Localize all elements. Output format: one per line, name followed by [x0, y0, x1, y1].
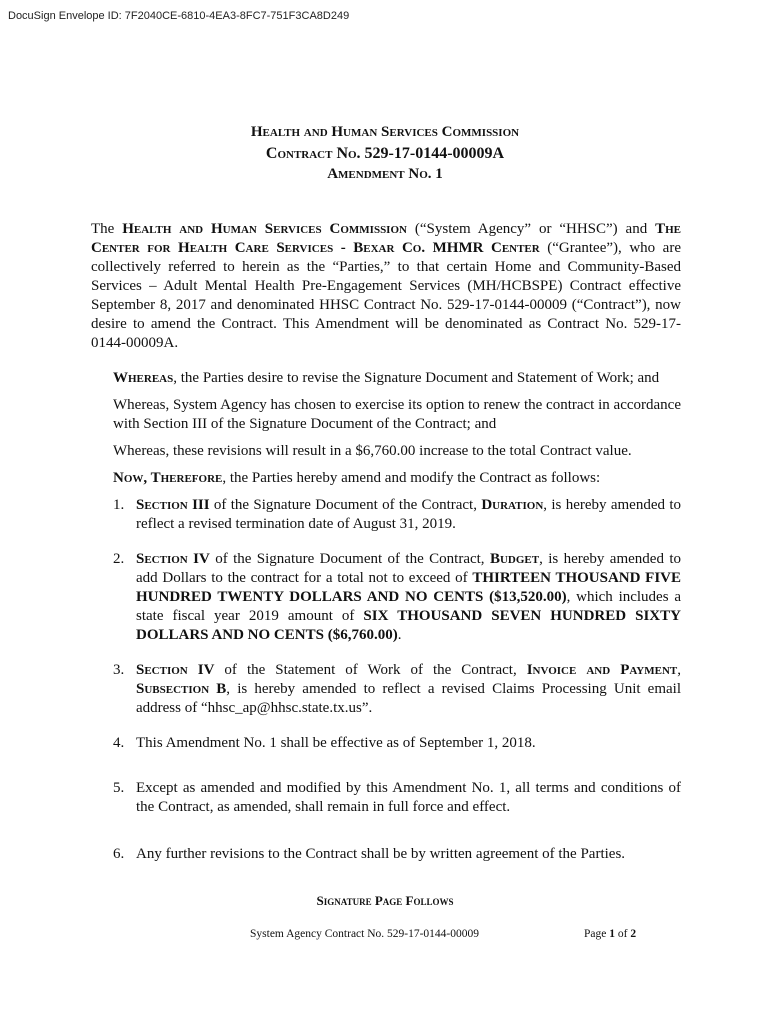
item-2-end: . [397, 627, 402, 643]
item-3-subsection: Subsection B [136, 681, 227, 697]
item-number: 2. [113, 551, 125, 567]
now-therefore-text: , the Parties hereby amend and modify the Contract as follows: [222, 470, 601, 486]
amendment-item [91, 661, 681, 718]
intro-rest: (“Grantee”), who are collectively referred to herein as the “Parties,” to that certain Home and Community-Based Services – Adult Mental Health Pre-Engagement Services (MH/HCBSPE) Contract effective September 8, 2017 and denominated HHSC Contract No. 529-17-0144-00009 (“Contract”), now desire to amend the Contract. This Amendment will be denominated as Contract No. 529-17-0144-00009A. [91, 240, 681, 351]
footer-contract-number: System Agency Contract No. 529-17-0144-00009 [250, 928, 480, 940]
item-3-sep: , [677, 662, 681, 678]
item-1-text-b: , is hereby amended to reflect a revised termination date of August 31, 2019. [136, 497, 682, 532]
item-5-text: Except as amended and modified by this Amendment No. 1, all terms and conditions of the Contract, as amended, shall remain in full force and effect. [136, 780, 681, 815]
title-agency: Health and Human Services Commission [250, 124, 520, 140]
item-2-text-b: , is hereby amended to add Dollars to the contract for a total not to exceed of [136, 551, 682, 586]
item-number: 1. [113, 497, 125, 513]
amendment-list [91, 496, 681, 864]
item-3-section: Section IV [136, 662, 215, 678]
now-therefore-lead: Now, Therefore [113, 470, 223, 486]
item-2-fy-amount: SIX THOUSAND SEVEN HUNDRED SIXTY DOLLARS AND NO CENTS ($6,760.00) [136, 608, 681, 643]
amendment-item [91, 550, 681, 645]
document-title [0, 122, 770, 185]
title-contract-number: Contract No. 529-17-0144-00009A [265, 145, 505, 162]
amendment-item [91, 496, 681, 534]
intro-hhsc: Health and Human Services Commission [122, 221, 407, 237]
amendment-item [91, 779, 681, 817]
amendment-item [91, 845, 681, 864]
intro-the: The [91, 221, 123, 237]
page-prefix: Page [584, 928, 610, 940]
item-2-section: Section IV [136, 551, 210, 567]
signature-page-follows: Signature Page Follows [316, 893, 454, 908]
item-number: 3. [113, 662, 125, 678]
whereas-1-text: , the Parties desire to revise the Signature Document and Statement of Work; and [173, 370, 660, 386]
amendment-item [91, 734, 681, 753]
intro-mid: (“System Agency” or “HHSC”) and [406, 221, 656, 237]
item-3-text-b: , is hereby amended to reflect a revised Claims Processing Unit email address of “hhsc_ap@hhsc.state.tx.us”. [136, 681, 681, 716]
item-2-budget: Budget [489, 551, 540, 567]
item-1-duration: Duration [481, 497, 544, 513]
item-1-text-a: of the Signature Document of the Contract, [209, 497, 482, 513]
item-3-invoice: Invoice and Payment [526, 662, 678, 678]
whereas-3: Whereas, these revisions will result in a $6,760.00 increase to the total Contract value. [113, 443, 632, 459]
item-1-section: Section III [136, 497, 210, 513]
title-amendment: Amendment No. 1 [327, 166, 443, 182]
intro-grantee: The Center for Health Care Services - Bexar Co. MHMR Center [91, 221, 681, 256]
page-current: 1 [609, 928, 615, 940]
item-6-text: Any further revisions to the Contract shall be by written agreement of the Parties. [136, 846, 626, 862]
envelope-id: DocuSign Envelope ID: 7F2040CE-6810-4EA3-8FC7-751F3CA8D249 [8, 10, 350, 22]
whereas-1-lead: Whereas [113, 370, 174, 386]
page-total: 2 [630, 928, 637, 940]
page-of: of [614, 928, 631, 940]
item-number: 4. [113, 735, 125, 751]
document-body [91, 220, 681, 880]
item-2-text-c: , which includes a state fiscal year 2019 amount of [136, 589, 681, 624]
whereas-1 [113, 369, 681, 388]
intro-paragraph [91, 220, 681, 353]
footer-page-number [584, 928, 636, 940]
item-number: 5. [113, 780, 125, 796]
item-2-total-amount: THIRTEEN THOUSAND FIVE HUNDRED TWENTY DOLLARS AND NO CENTS ($13,520.00) [136, 570, 681, 605]
item-2-text-a: of the Signature Document of the Contract, [209, 551, 490, 567]
item-number: 6. [113, 846, 125, 862]
item-4-text: This Amendment No. 1 shall be effective as of September 1, 2018. [136, 735, 536, 751]
whereas-2: Whereas, System Agency has chosen to exercise its option to renew the contract in accordance with Section III of the Signature Document of the Contract; and [113, 397, 681, 432]
now-therefore [113, 469, 681, 488]
item-3-text-a: of the Statement of Work of the Contract, [214, 662, 527, 678]
